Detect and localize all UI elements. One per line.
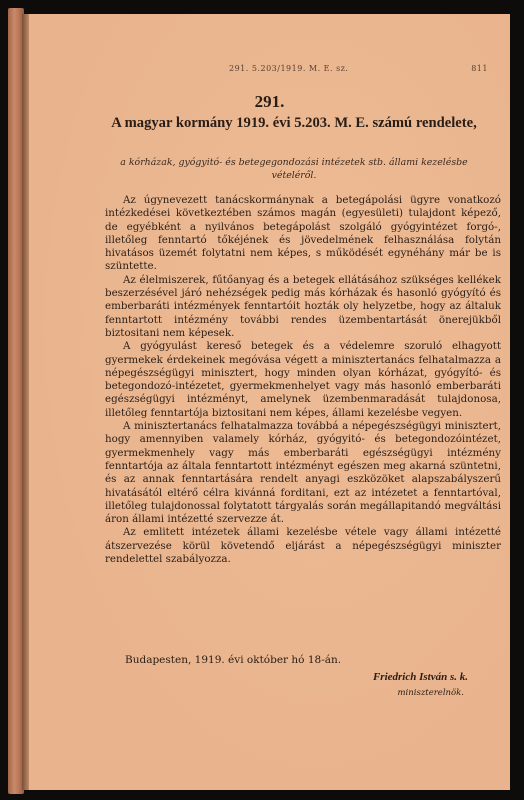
date-line: Budapesten, 1919. évi október hó 18-án. xyxy=(125,654,342,666)
document-subtitle: a kórházak, gyógyitó- és betegegondozási intézetek stb. állami kezelésbe vételéről. xyxy=(120,157,468,181)
paragraph: A minisztertanács felhatalmazza továbbá a népegészségügyi minisztert, hogy amennyiben valamely kórház, gyógyitó- és betegondozóintézet, gyermekmenhely vagy más emberbaráti egészségügyi intézmény fenntartója az általa fenntartott intézményt egészen meg akarná szüntetni, és az annak fenntartására rendelt anyagi eszközöket alapszabályszerű hivatásától eltérő célra kivánná forditani, ezt az intézetet a fenntartóval, illetőleg tulajdonossal folytatott tárgyalás során megállapitandó megváltási áron állami intézetté szervezze át. xyxy=(105,420,501,526)
paragraph: A gyógyulást kereső betegek és a védelemre szoruló elhagyott gyermekek érdekeinek megóvása végett a minisztertanács felhatalmazza a népegészségügyi minisztert, hogy minden olyan kórházat, gyógyító- és betegondozó-intézetet, gyermekmenhelyet vagy más hasonló emberbaráti egészségügyi intézményt, amelynek üzembenmaradását tulajdonosa, illetőleg fenntartója biztositani nem képes, állami kezelésbe vegyen. xyxy=(105,340,501,419)
page-number: 811 xyxy=(471,64,488,73)
signature: Friedrich István s. k. xyxy=(372,671,468,683)
signer-role: miniszterelnök. xyxy=(397,688,464,698)
document-title: A magyar kormány 1919. évi 5.203. M. E. számú rendelete, xyxy=(111,115,477,131)
running-title: 291. 5.203/1919. M. E. sz. xyxy=(229,64,349,73)
paragraph: Az úgynevezett tanácskormánynak a betegápolási ügyre vonatkozó intézkedései következtében számos magán (egyesületi) tulajdont képező, de egyébként a nyilvános betegápolást szolgáló gyógyintézet forgó-, illetőleg fenntartó tőkéjének és jövedelmének felhasználása folytán hivatásos üzemét folytatni nem képes, s működését egynéhány már be is szüntette. xyxy=(105,194,501,273)
paragraph: Az emlitett intézetek állami kezelésbe vétele vagy állami intézetté átszervezése körül követendő eljárást a népegészségügyi miniszter rendelettel szabályozza. xyxy=(105,526,501,566)
document-number: 291. xyxy=(254,92,285,111)
paragraph: Az élelmiszerek, fűtőanyag és a betegek ellátásához szükséges kellékek beszerzésével járó nehézségek pedig más kórházak és hasonló gyógyító és emberbaráti intézmények fenntartóit hozták oly helyzetbe, hogy az általuk fenntartott intézmény további rendes üzembentartását önerejükből biztositani nem képesek. xyxy=(105,273,501,339)
document-body xyxy=(105,194,501,566)
document-page xyxy=(29,14,510,790)
